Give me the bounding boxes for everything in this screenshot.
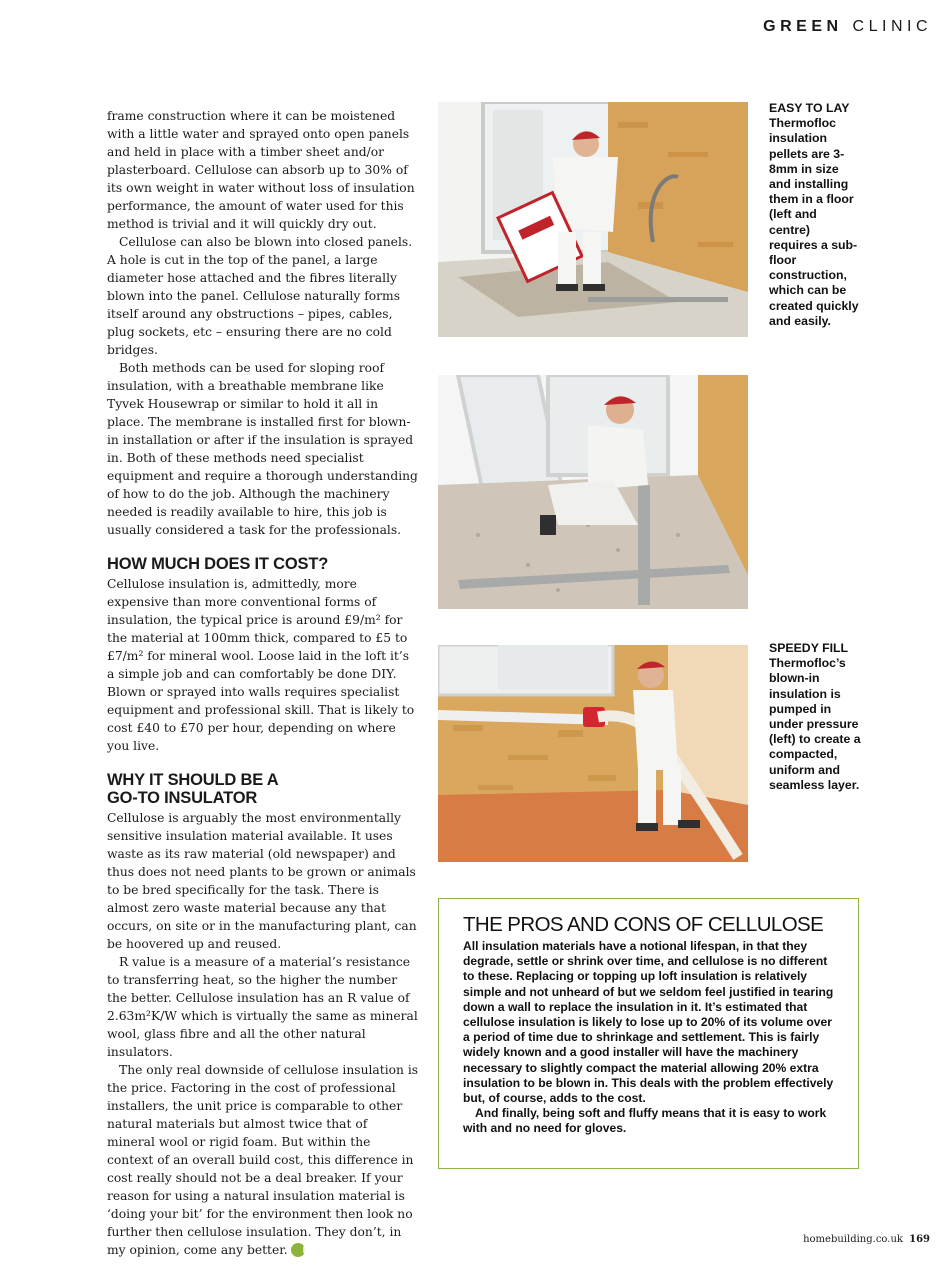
photo-levelling-floor [438,375,748,609]
box-title: THE PROS AND CONS OF CELLULOSE [463,913,824,936]
paragraph: Cellulose is arguably the most environmentally sensitive insulation material available. It uses waste as its raw material (old newspaper) and thus does not need plants to be grown or animals to be bred specifically for the task. There is almost zero waste material because any that occurs, on site or in the manufacturing plant, can be hoovered up and reused. [107,811,417,951]
page-number: 169 [909,1234,930,1245]
section-header [763,18,932,36]
caption-speedy-fill [769,641,861,793]
caption-title: SPEEDY FILL [769,641,849,655]
site-url: homebuilding.co.uk [803,1234,903,1245]
caption-title: EASY TO LAY [769,101,850,115]
section-name-bold: GREEN [763,18,843,35]
pros-cons-box [438,898,859,1169]
caption-body: Thermofloc’s blown-in insulation is pumped in under pressure (left) to create a compacted, uniform and seamless layer. [769,656,861,792]
paragraph: Both methods can be used for sloping roof insulation, with a breathable membrane like Tyvek Housewrap or similar to hold it all in place. The membrane is installed first for blown-in installation or after if the insulation is sprayed in. Both of these methods need specialist equipment and require a thorough understanding of how to do the job. Although the machinery needed is readily available to hire, this job is usually considered a task for the professionals. [107,361,418,537]
page-footer [803,1234,930,1245]
caption-easy-to-lay [769,101,861,329]
article-body [107,107,419,1259]
box-paragraph: All insulation materials have a notional lifespan, in that they degrade, settle or shrink over time, and cellulose is no different to these. Replacing or topping up loft insulation is relatively simple and not unheard of but we seldom feel justified in tearing down a wall to replace the insulation in it. It’s estimated that cellulose insulation is likely to lose up to 20% of its volume over a period of time due to shrinkage and settlement. This is fairly widely known and a good installer will have the machinery necessary to slightly compact the material allowing 20% extra insulation to be blown in. This deals with the problem effectively but, of course, adds to the cost. [463,939,834,1106]
end-mark-icon: H [291,1243,305,1257]
paragraph: frame construction where it can be moistened with a little water and sprayed onto open panels and held in place with a timber sheet and/or plasterboard. Cellulose can absorb up to 30% of its own weight in water without loss of insulation performance, the amount of water used for this method is trivial and it will quickly dry out. [107,109,415,231]
paragraph-last [107,1061,419,1259]
heading-why-line2: GO-TO INSULATOR [107,789,258,807]
paragraph-last-text: The only real downside of cellulose insulation is the price. Factoring in the cost of professional installers, the unit price is comparable to other natural materials but almost twice that of mineral wool or rigid foam. But within the context of an overall build cost, this difference in cost really should not be a deal breaker. If your reason for using a natural insulation material is ‘doing your bit’ for the environment then look no further then cellulose insulation. They don’t, in my opinion, come any better. [107,1063,419,1257]
photo-blowing-insulation [438,645,748,862]
section-name-light: CLINIC [852,18,932,35]
paragraph: R value is a measure of a material’s resistance to transferring heat, so the higher the number the better. Cellulose insulation has an R value of 2.63m²K/W which is virtually the same as mineral wool, glass fibre and all the other natural insulators. [107,955,418,1059]
heading-why-line1: WHY IT SHOULD BE A [107,771,279,789]
heading-why [107,771,419,807]
paragraph: Cellulose can also be blown into closed panels. A hole is cut in the top of the panel, a large diameter hose attached and the fibres literally blown into the panel. Cellulose naturally forms itself around any obstructions – pipes, cables, plug sockets, etc – ensuring there are no cold bridges. [107,235,413,357]
photo-pouring-insulation [438,102,748,337]
caption-body: Thermofloc insulation pellets are 3-8mm in size and installing them in a floor (left and centre) requires a sub-floor construction, which can be created quickly and easily. [769,116,859,328]
heading-cost: HOW MUCH DOES IT COST? [107,555,329,573]
box-paragraph: And finally, being soft and fluffy means that it is easy to work with and no need for gloves. [463,1106,827,1136]
paragraph: Cellulose insulation is, admittedly, more expensive than more conventional forms of insulation, the typical price is around £9/m² for the material at 100mm thick, compared to £5 to £7/m² for mineral wool. Loose laid in the loft it’s a simple job and can comfortably be done DIY. Blown or sprayed into walls requires specialist equipment and professional skill. That is likely to cost £40 to £70 per hour, depending on where you live. [107,577,415,753]
